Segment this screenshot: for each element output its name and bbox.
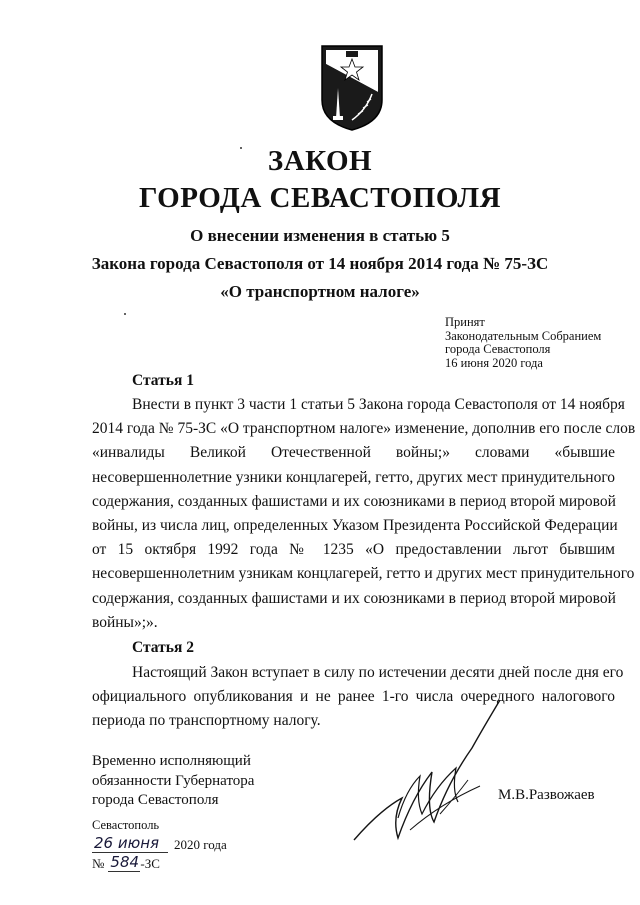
issue-date-handwritten: 26 июня: [92, 834, 168, 853]
article1-line: несовершеннолетним узникам концлагерей, гетто и других мест принудительного: [92, 565, 635, 583]
article1-line: от 15 октября 1992 года № 1235 «О предоставлении льгот бывшим: [92, 541, 615, 559]
article1-line: войны»;».: [92, 613, 158, 631]
article1-line: Внести в пункт 3 части 1 статьи 5 Закона города Севастополя от 14 ноября: [132, 396, 625, 413]
article1-line: содержания, созданных фашистами и их союзниками в период второй мировой: [92, 589, 616, 607]
handwritten-signature: [340, 690, 515, 850]
signatory-name: М.В.Развожаев: [498, 787, 595, 803]
article1-heading: Статья 1: [132, 372, 194, 389]
coat-of-arms-icon: [318, 42, 386, 132]
signatory-title: [92, 752, 254, 811]
issue-place: Севастополь: [92, 818, 160, 832]
issue-date: [92, 834, 227, 853]
signatory-line3: города Севастополя: [92, 792, 219, 808]
subtitle-line1: О внесении изменения в статью 5: [190, 226, 450, 245]
law-number-handwritten: 584: [110, 853, 140, 871]
signatory-line2: обязанности Губернатора: [92, 772, 255, 789]
adoption-note: [445, 316, 601, 370]
article1-line: войны, из числа лиц, определенных Указом Президента Российской Федерации: [92, 517, 618, 535]
subtitle-line3: «О транспортном налоге»: [220, 282, 420, 301]
article2-line: официального опубликования и не ранее 1-го числа очередного налогового: [92, 688, 615, 706]
article2-heading: Статья 2: [132, 639, 194, 656]
article1-line: «инвалиды Великой Отечественной войны;» словами «бывшие: [92, 444, 615, 462]
adoption-line1: Принят: [445, 315, 485, 329]
law-number-prefix: №: [92, 856, 105, 871]
document-title-line1: ЗАКОН: [267, 145, 373, 177]
adoption-date: 16 июня 2020 года: [445, 355, 543, 370]
article1-line: содержания, созданных фашистами и их союзниками в период второй мировой: [92, 492, 616, 510]
adoption-line3: города Севастополя: [445, 342, 551, 356]
article1-line: 2014 года № 75-ЗС «О транспортном налоге» изменение, дополнив его после слов: [92, 420, 636, 438]
subtitle-line2: Закона города Севастополя от 14 ноября 2014 года № 75-ЗС: [91, 254, 549, 273]
document-title-line2: ГОРОДА СЕВАСТОПОЛЯ: [138, 182, 502, 214]
law-number-suffix: -ЗС: [140, 856, 160, 871]
scan-speck: [124, 313, 126, 315]
issue-date-year: 2020 года: [174, 837, 227, 852]
adoption-line2: Законодательным Собранием: [445, 328, 602, 343]
article1-line: несовершеннолетние узники концлагерей, гетто, других мест принудительного: [92, 468, 616, 486]
scan-speck: [240, 147, 242, 149]
article2-line: периода по транспортному налогу.: [92, 712, 321, 730]
signatory-line1: Временно исполняющий: [92, 753, 251, 769]
article1-text: [92, 393, 636, 635]
law-number: [92, 853, 160, 872]
article2-line: Настоящий Закон вступает в силу по истечении десяти дней после дня его: [132, 664, 624, 681]
